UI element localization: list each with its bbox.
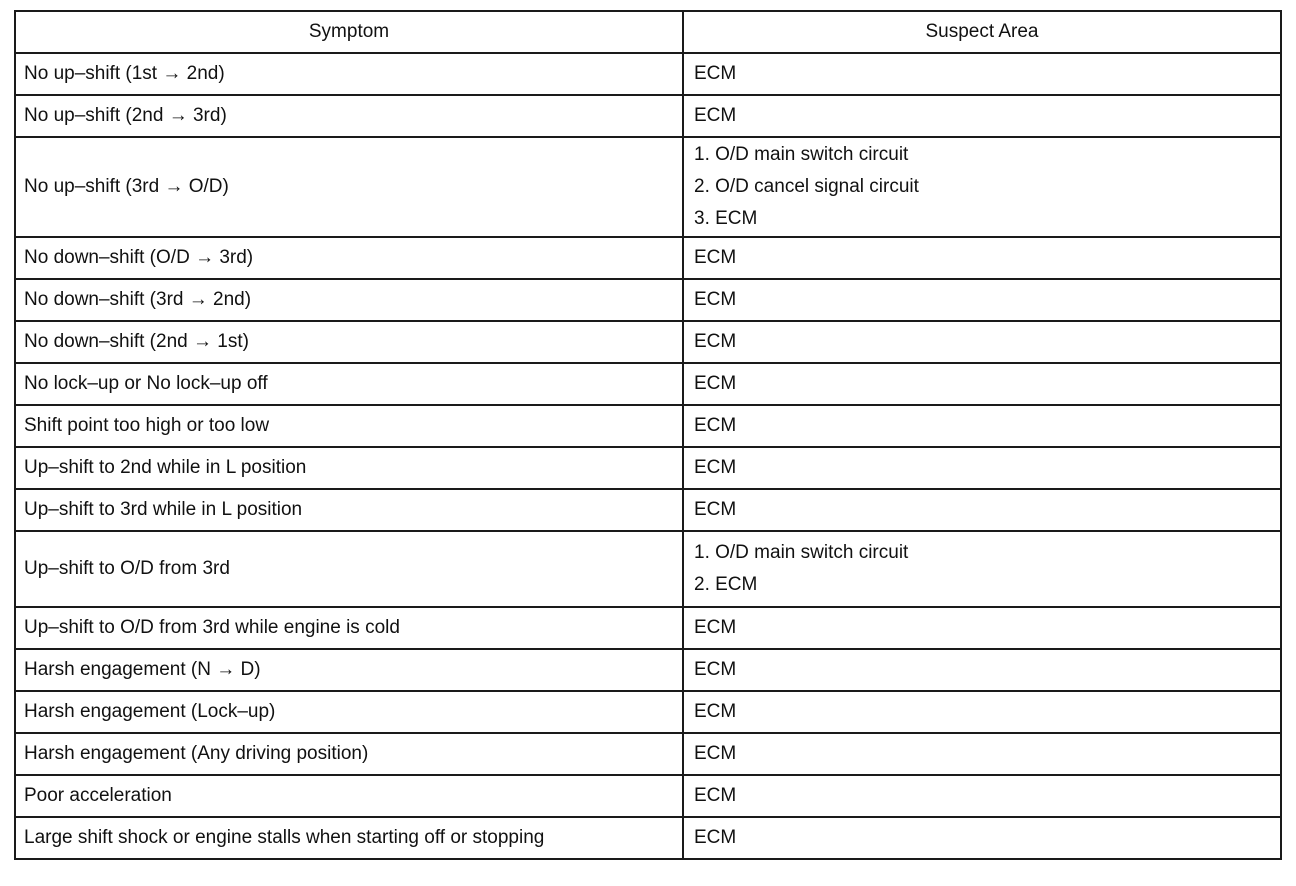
table-row	[15, 691, 1281, 733]
table-row	[15, 95, 1281, 137]
table-row	[15, 53, 1281, 95]
symptom-cell: Up–shift to 2nd while in L position	[15, 447, 683, 489]
symptom-cell: No lock–up or No lock–up off	[15, 363, 683, 405]
symptom-cell: Harsh engagement (Any driving position)	[15, 733, 683, 775]
suspect-area-line: ECM	[694, 617, 737, 638]
suspect-area-line: ECM	[694, 785, 737, 806]
suspect-area-cell	[683, 53, 1281, 95]
suspect-area-cell	[683, 237, 1281, 279]
suspect-area-cell	[683, 649, 1281, 691]
suspect-area-cell	[683, 691, 1281, 733]
suspect-area-cell	[683, 775, 1281, 817]
symptom-cell: Up–shift to 3rd while in L position	[15, 489, 683, 531]
suspect-area-cell	[683, 137, 1281, 237]
suspect-area-cell	[683, 405, 1281, 447]
table-row	[15, 321, 1281, 363]
suspect-area-line: ECM	[694, 331, 737, 352]
table-row	[15, 447, 1281, 489]
suspect-area-cell	[683, 447, 1281, 489]
suspect-area-cell	[683, 95, 1281, 137]
suspect-area-line: ECM	[694, 827, 737, 848]
symptom-cell: No up–shift (1st → 2nd)	[15, 53, 683, 95]
suspect-area-line: ECM	[694, 701, 737, 722]
symptom-cell: No up–shift (3rd → O/D)	[15, 137, 683, 237]
table-row	[15, 237, 1281, 279]
suspect-area-line: 3. ECM	[694, 208, 758, 229]
symptom-cell: No down–shift (3rd → 2nd)	[15, 279, 683, 321]
symptom-cell: Up–shift to O/D from 3rd	[15, 531, 683, 607]
symptom-cell: No up–shift (2nd → 3rd)	[15, 95, 683, 137]
table-row	[15, 607, 1281, 649]
suspect-area-line: 2. O/D cancel signal circuit	[694, 176, 919, 197]
symptom-cell: No down–shift (2nd → 1st)	[15, 321, 683, 363]
suspect-area-cell	[683, 279, 1281, 321]
suspect-area-cell	[683, 817, 1281, 859]
suspect-area-line: ECM	[694, 289, 737, 310]
suspect-area-header: Suspect Area	[683, 11, 1281, 53]
suspect-area-cell	[683, 531, 1281, 607]
suspect-area-cell	[683, 489, 1281, 531]
symptom-cell: Shift point too high or too low	[15, 405, 683, 447]
suspect-area-line: ECM	[694, 373, 737, 394]
suspect-area-line: ECM	[694, 247, 737, 268]
suspect-area-line: 1. O/D main switch circuit	[694, 542, 909, 563]
symptom-cell: Harsh engagement (N → D)	[15, 649, 683, 691]
symptom-header: Symptom	[15, 11, 683, 53]
suspect-area-cell	[683, 363, 1281, 405]
table-row	[15, 137, 1281, 237]
table-body	[15, 53, 1281, 859]
symptom-cell: No down–shift (O/D → 3rd)	[15, 237, 683, 279]
table-row	[15, 405, 1281, 447]
table-row	[15, 817, 1281, 859]
header-row	[15, 11, 1281, 53]
suspect-area-line: 1. O/D main switch circuit	[694, 144, 909, 165]
table-row	[15, 531, 1281, 607]
symptom-cell: Up–shift to O/D from 3rd while engine is cold	[15, 607, 683, 649]
table-row	[15, 363, 1281, 405]
table-row	[15, 489, 1281, 531]
suspect-area-line: ECM	[694, 659, 737, 680]
table-row	[15, 733, 1281, 775]
table-row	[15, 775, 1281, 817]
symptom-cell: Large shift shock or engine stalls when starting off or stopping	[15, 817, 683, 859]
symptom-cell: Poor acceleration	[15, 775, 683, 817]
suspect-area-line: ECM	[694, 499, 737, 520]
suspect-area-line: ECM	[694, 415, 737, 436]
table-row	[15, 279, 1281, 321]
symptom-cell: Harsh engagement (Lock–up)	[15, 691, 683, 733]
symptom-table	[14, 10, 1282, 860]
suspect-area-line: ECM	[694, 63, 737, 84]
suspect-area-line: ECM	[694, 743, 737, 764]
suspect-area-cell	[683, 733, 1281, 775]
suspect-area-line: 2. ECM	[694, 574, 758, 595]
suspect-area-cell	[683, 321, 1281, 363]
suspect-area-line: ECM	[694, 457, 737, 478]
suspect-area-cell	[683, 607, 1281, 649]
table-row	[15, 649, 1281, 691]
suspect-area-line: ECM	[694, 105, 737, 126]
